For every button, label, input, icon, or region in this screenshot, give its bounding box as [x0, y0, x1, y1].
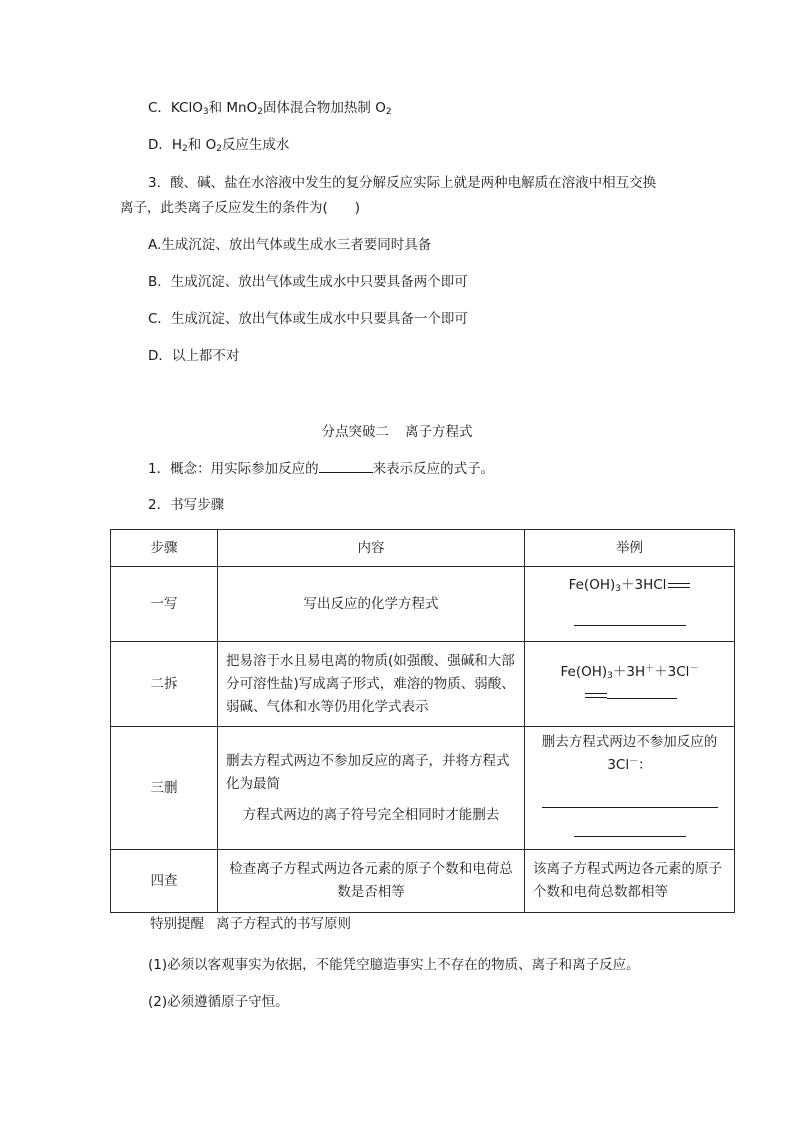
- equals-sign: [668, 583, 690, 588]
- step-label: 二拆: [111, 642, 218, 727]
- step-label: 一写: [111, 567, 218, 642]
- table-header-row: [111, 530, 735, 567]
- question-3-option-b: B．生成沉淀、放出气体或生成水中只要具备两个即可: [148, 274, 468, 290]
- step-content: [218, 727, 525, 850]
- header-example: 举例: [525, 530, 735, 567]
- table-row: [111, 642, 735, 727]
- step-content: 检查离子方程式两边各元素的原子个数和电荷总数是否相等: [218, 850, 525, 913]
- concept-line: 1．概念：用实际参加反应的 来表示反应的式子。: [148, 458, 494, 479]
- question-3-line1: 3．酸、碱、盐在水溶液中发生的复分解反应实际上就是两种电解质在溶液中相互交换: [148, 175, 657, 191]
- answer-blank[interactable]: [542, 806, 718, 808]
- question-3-option-d: D．以上都不对: [148, 348, 240, 364]
- table-row: [111, 727, 735, 850]
- steps-table: [110, 529, 735, 913]
- header-step: 步骤: [111, 530, 218, 567]
- question-3-option-a: A.生成沉淀、放出气体或生成水三者要同时具备: [148, 237, 432, 253]
- step-label: 四查: [111, 850, 218, 913]
- tip-item-2: (2)必须遵循原子守恒。: [148, 994, 289, 1010]
- table-row: [111, 567, 735, 642]
- step-content-part1: 删去方程式两边不参加反应的离子，并将方程式化为最简: [226, 752, 510, 792]
- option-d-prev: D．$H_2$和 $O_2$反应生成水: [148, 137, 290, 154]
- answer-blank[interactable]: [574, 624, 686, 626]
- answer-blank[interactable]: [574, 835, 686, 837]
- equals-sign: [585, 693, 607, 698]
- step-example: 删去方程式两边不参加反应的 3Cl－：: [525, 727, 735, 850]
- step-example: $Fe(OH)_3+3H^++3Cl^-$: [525, 642, 735, 727]
- step-example: 该离子方程式两边各元素的原子个数和电荷总数都相等: [525, 850, 735, 913]
- step-label: 三删: [111, 727, 218, 850]
- step-content-part2: 方程式两边的离子符号完全相同时才能删去: [242, 806, 500, 823]
- step-content: 把易溶于水且易电离的物质(如强酸、强碱和大部分可溶性盐)写成离子形式，难溶的物质、弱酸、弱碱、气体和水等仍用化学式表示: [218, 642, 525, 727]
- header-content: 内容: [218, 530, 525, 567]
- step-example: $Fe(OH)_3+3HCl$: [525, 567, 735, 642]
- tip-heading: 离子方程式的书写原则: [216, 916, 351, 932]
- steps-heading: 2．书写步骤: [148, 497, 225, 513]
- question-3-line2: 离子，此类离子反应发生的条件为( ): [120, 200, 361, 216]
- section-title: 分点突破二 离子方程式: [321, 424, 473, 440]
- tip-item-1: (1)必须以客观事实为依据，不能凭空臆造事实上不存在的物质、离子和离子反应。: [148, 957, 640, 973]
- tip-title: [150, 914, 351, 934]
- answer-blank[interactable]: [607, 697, 677, 699]
- table-row: [111, 850, 735, 913]
- step-content: 写出反应的化学方程式: [218, 567, 525, 642]
- option-c-prev: C．KClO$_3$和 MnO$_2$固体混合物加热制 $O_2$: [148, 100, 392, 117]
- question-3-option-c: C．生成沉淀、放出气体或生成水中只要具备一个即可: [148, 311, 468, 327]
- concept-blank[interactable]: [319, 458, 373, 473]
- tip-label: 特别提醒: [150, 916, 204, 932]
